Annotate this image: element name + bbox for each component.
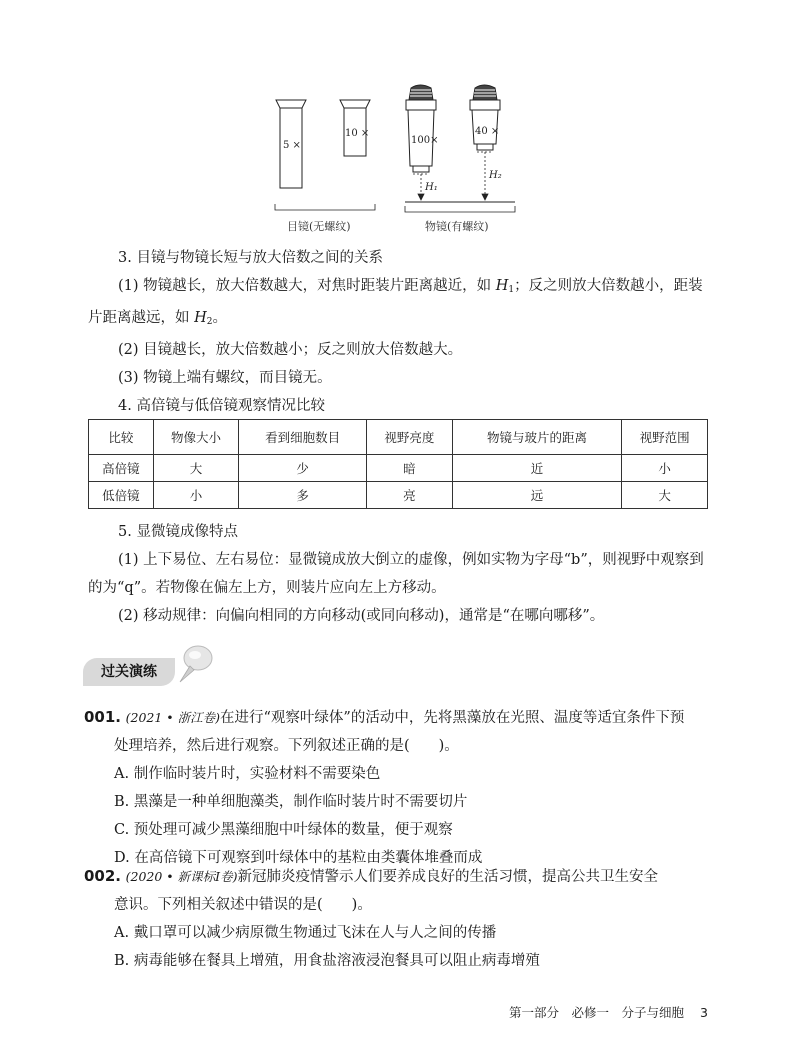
pushpin-icon [168,640,218,690]
page-footer [509,1003,708,1021]
question-001-stem-line2: 处理培养，然后进行观察。下列叙述正确的是( )。 [114,738,459,754]
table-cell: 高倍镜 [89,455,154,482]
option-d: D. 在高倍镜下可观察到叶绿体中的基粒由类囊体堆叠而成 [114,850,483,866]
table-cell: 暗 [367,455,453,482]
practice-section-badge: 过关演练 [83,658,175,686]
question-002-stem-line1 [84,862,734,891]
h2-label: H₂ [489,170,502,181]
table-cell: 少 [239,455,367,482]
section-3-p3: (3) 物镜上端有螺纹，而目镜无。 [118,370,332,386]
option-a: A. 制作临时装片时，实验材料不需要染色 [114,766,381,782]
objective-40x [470,85,500,150]
objective-bracket [405,206,515,212]
table-cell: 大 [622,482,708,509]
option-a: A. 戴口罩可以减少病原微生物通过飞沫在人与人之间的传播 [114,925,497,941]
eyepiece-bracket [275,204,375,210]
question-stem: 在进行“观察叶绿体”的活动中，先将黑藻放在光照、温度等适宜条件下预 [220,710,685,726]
section-5-p1-line2: 的为“q”。若物像在偏左上方，则装片应向左上方移动。 [88,580,446,596]
table-header-row [89,420,708,455]
lens-diagram [265,78,525,238]
question-stem: 新冠肺炎疫情警示人们要养成良好的生活习惯，提高公共卫生安全 [237,869,658,885]
mag-40-label: 40 × [475,126,500,137]
question-001 [84,703,734,872]
table-row [89,482,708,509]
option-b: B. 病毒能够在餐具上增殖，用食盐溶液浸泡餐具可以阻止病毒增殖 [114,953,540,969]
section-3-heading: 3. 目镜与物镜长短与放大倍数之间的关系 [118,250,383,266]
mag-5-label: 5 × [283,140,301,151]
table-header-cell: 视野亮度 [367,420,453,455]
section-3-p2: (2) 目镜越长，放大倍数越小；反之则放大倍数越大。 [118,342,463,358]
option-c: C. 预处理可减少黑藻细胞中叶绿体的数量，便于观察 [114,822,453,838]
question-001-stem-line1 [84,703,734,732]
footer-section-title: 第一部分 必修一 分子与细胞 [509,1005,685,1020]
section-5 [88,518,728,630]
table-cell: 低倍镜 [89,482,154,509]
h1-label: H₁ [425,182,438,193]
table-header-cell: 视野范围 [622,420,708,455]
question-source: (2021 • 浙江卷) [125,710,221,725]
mag-100-label: 100× [411,135,439,146]
table-cell: 大 [153,455,239,482]
section-3-p1-line1: (1) 物镜越长，放大倍数越大，对焦时距装片距离越近，如 $H_1$；反之则放大倍数越小，距装 [118,278,703,295]
table-cell: 远 [452,482,622,509]
section-5-p1-line1: (1) 上下易位、左右易位：显微镜成放大倒立的虚像，例如实物为字母“b”，则视野中观察到 [118,552,704,568]
mag-10-label: 10 × [345,128,370,139]
table-row [89,455,708,482]
section-3-p1-line2: 片距离越远，如 $H_2$。 [88,310,227,327]
section-5-p2: (2) 移动规律：向偏向相同的方向移动(或同向移动)，通常是“在哪向哪移”。 [118,608,605,624]
section-3 [88,244,728,420]
objective-100x [406,85,439,172]
table-header-cell: 看到细胞数目 [239,420,367,455]
table-cell: 近 [452,455,622,482]
objective-caption: 物镜(有螺纹) [425,220,489,233]
magnification-comparison-table [88,419,708,509]
question-number: 001. [84,708,122,726]
option-b: B. 黑藻是一种单细胞藻类，制作临时装片时不需要切片 [114,794,468,810]
question-002 [84,862,734,975]
eyepiece-caption: 目镜(无螺纹) [287,220,351,233]
question-number: 002. [84,867,122,885]
table-header-cell: 物像大小 [153,420,239,455]
table-cell: 小 [622,455,708,482]
question-002-stem-line2: 意识。下列相关叙述中错误的是( )。 [114,897,372,913]
section-4-heading: 4. 高倍镜与低倍镜观察情况比较 [118,398,325,414]
section-5-heading: 5. 显微镜成像特点 [118,524,238,540]
table-cell: 亮 [367,482,453,509]
table-header-cell: 物镜与玻片的距离 [452,420,622,455]
microscope-lens-figure [265,78,525,238]
table-cell: 多 [239,482,367,509]
page-number: 3 [700,1005,708,1020]
table-cell: 小 [153,482,239,509]
question-source: (2020 • 新课标Ⅰ卷) [125,869,238,884]
table-header-cell: 比较 [89,420,154,455]
